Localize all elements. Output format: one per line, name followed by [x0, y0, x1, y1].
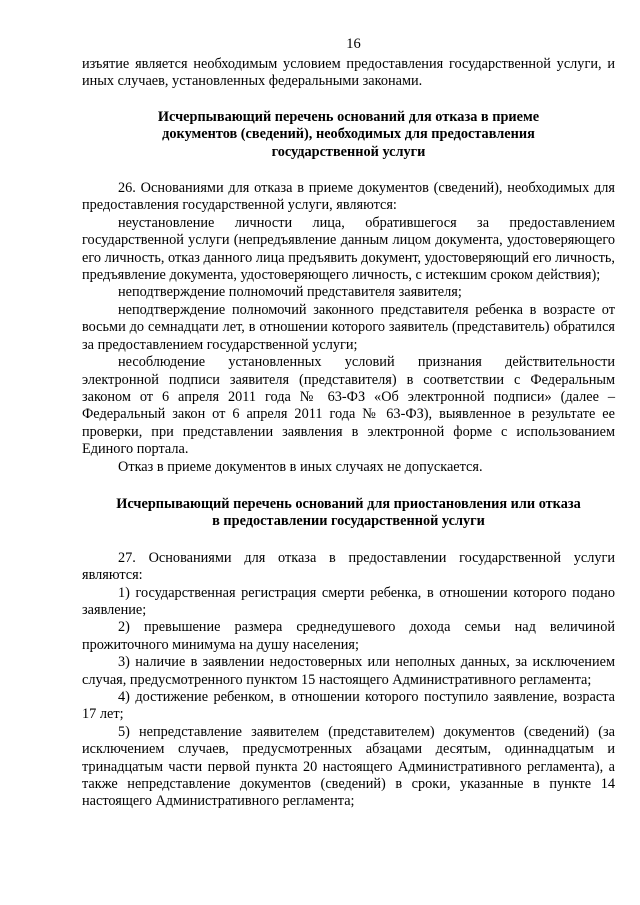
list-item: 1) государственная регистрация смерти ребенка, в отношении которого подано заявление;	[82, 584, 615, 618]
paragraph: неподтверждение полномочий законного представителя ребенка в возрасте от восьми до семнадцати лет, в отношении которого заявитель (представитель) обратился за предоставлением государственной услуги;	[82, 301, 615, 353]
section-26	[82, 180, 615, 476]
intro-paragraph: изъятие является необходимым условием предоставления государственной услуги, и иных случаев, установленных федеральными законами.	[82, 56, 615, 90]
heading-line: в предоставлении государственной услуги	[212, 513, 485, 530]
paragraph: Отказ в приеме документов в иных случаях не допускается.	[118, 458, 483, 475]
page-number: 16	[346, 36, 361, 52]
heading-refusal-provision	[82, 496, 615, 531]
heading-refusal-acceptance	[82, 109, 615, 161]
paragraph: неподтверждение полномочий представителя заявителя;	[118, 284, 462, 301]
heading-line: государственной услуги	[271, 143, 426, 160]
heading-line: Исчерпывающий перечень оснований для отказа в приеме	[157, 108, 540, 125]
list-item: 3) наличие в заявлении недостоверных или неполных данных, за исключением случая, предусмотренного пунктом 15 настоящего Административного регламента;	[82, 654, 615, 688]
list-item: 4) достижение ребенком, в отношении которого поступило заявление, возраста 17 лет;	[82, 689, 615, 723]
list-item: 5) непредставление заявителем (представителем) документов (сведений) (за исключением случаев, предусмотренных абзацами десятым, одиннадцатым и тринадцатым части первой пункта 20 настоящего Административного регламента), а также непредставление документов (сведений) в сроки, указанные в пункте 14 настоящего Административного регламента;	[82, 723, 615, 810]
paragraph: 26. Основаниями для отказа в приеме документов (сведений), необходимых для предоставления государственной услуги, являются:	[82, 180, 615, 214]
paragraph: неустановление личности лица, обратившегося за предоставлением государственной услуги (непредъявление данным лицом документа, удостоверяющего его личность, отказ данного лица предъявить документ, удостоверяющий его личность, предъявление документа, удостоверяющего личность, с истекшим сроком действия);	[82, 214, 615, 284]
heading-line: Исчерпывающий перечень оснований для приостановления или отказа	[116, 495, 581, 512]
heading-line: документов (сведений), необходимых для предоставления	[162, 126, 535, 143]
paragraph: 27. Основаниями для отказа в предоставлении государственной услуги являются:	[82, 549, 615, 584]
section-27	[82, 550, 615, 811]
paragraph: несоблюдение установленных условий признания действительности электронной подписи заявителя (представителя) в соответствии с Федеральным законом от 6 апреля 2011 года № 63-ФЗ «Об электронной подписи» (далее – Федеральный закон от 6 апреля 2011 года № 63-ФЗ), выявленное в результате ее проверки, при представлении заявления в электронной форме с использованием Единого портала.	[82, 354, 615, 458]
list-item: 2) превышение размера среднедушевого дохода семьи над величиной прожиточного минимума на душу населения;	[82, 619, 615, 653]
